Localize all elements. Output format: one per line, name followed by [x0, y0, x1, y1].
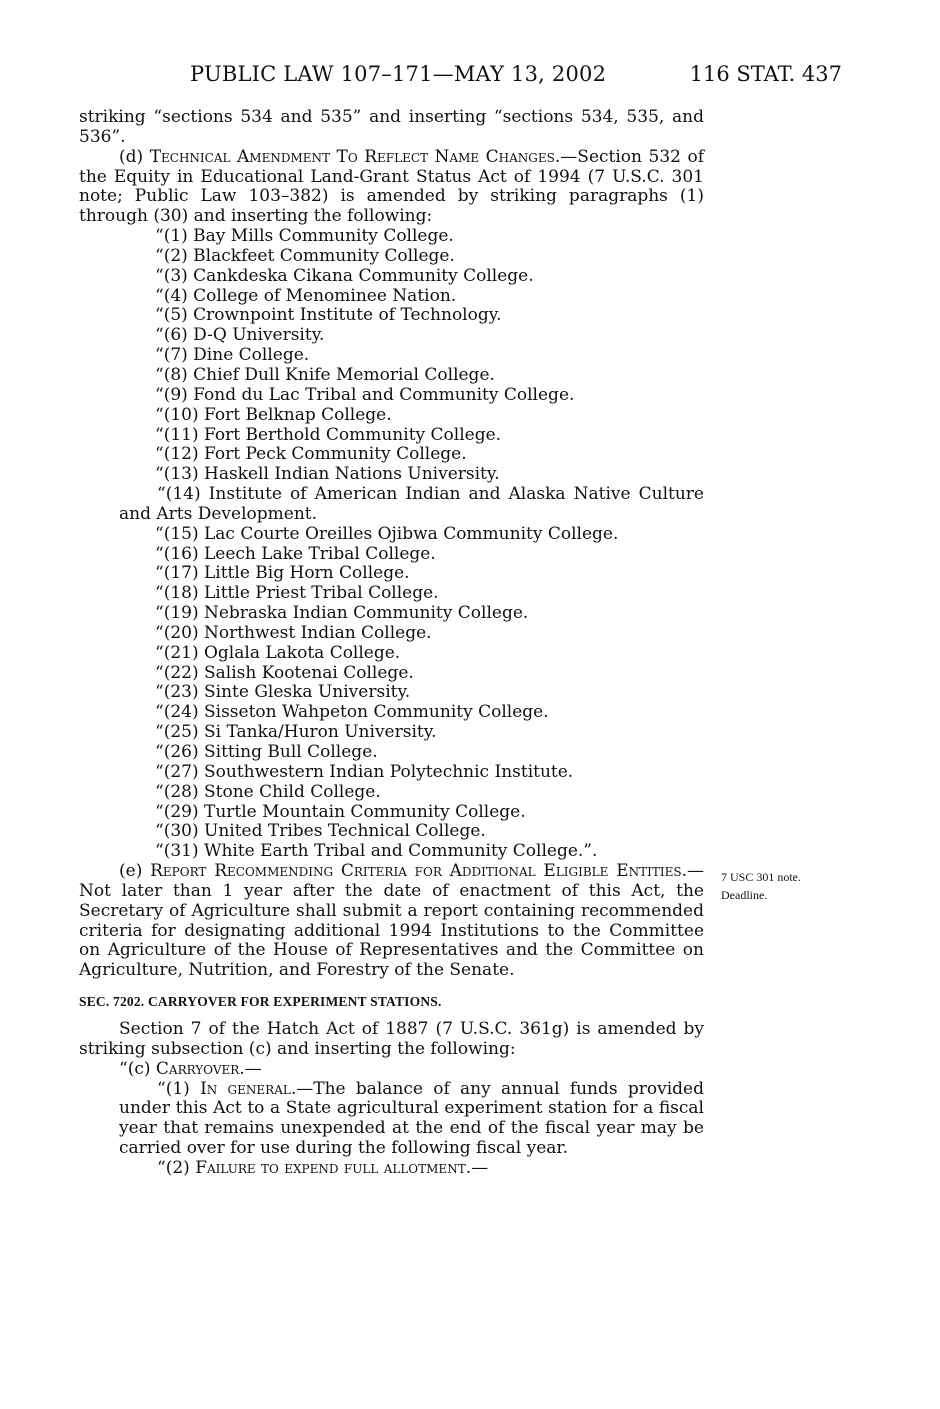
subsection-e-label: (e) [119, 861, 143, 882]
subsection-e-heading: Report Recommending Criteria for Additional Eligible Entities.— [150, 861, 704, 882]
college-list-item: “(20) Northwest Indian College. [155, 622, 432, 643]
paragraph-1-heading: In general.— [200, 1078, 314, 1099]
college-list-item: “(9) Fond du Lac Tribal and Community College. [155, 384, 575, 405]
college-list-item: “(18) Little Priest Tribal College. [155, 583, 439, 604]
continuation-paragraph: striking “sections 534 and 535” and inserting “sections 534, 535, and 536”. [79, 107, 704, 147]
quoted-paragraphs [79, 1080, 704, 1179]
college-list-item: “(15) Lac Courte Oreilles Ojibwa Community College. [155, 523, 619, 544]
college-list-item: “(4) College of Menominee Nation. [155, 285, 457, 306]
college-list-item: “(13) Haskell Indian Nations University. [155, 464, 500, 485]
page-citation: 116 STAT. 437 [689, 62, 842, 86]
section-heading: SEC. 7202. CARRYOVER FOR EXPERIMENT STATIONS. [79, 994, 442, 1010]
college-list-item: “(16) Leech Lake Tribal College. [155, 543, 436, 564]
college-list-item: “(31) White Earth Tribal and Community College.”. [155, 841, 598, 862]
margin-note-deadline: Deadline. [721, 888, 768, 902]
college-list-item: “(19) Nebraska Indian Community College. [155, 603, 529, 624]
subsection-c [79, 1060, 704, 1080]
college-list-item: “(5) Crownpoint Institute of Technology. [155, 305, 502, 326]
college-list-item: “(23) Sinte Gleska University. [155, 682, 411, 703]
college-list-item: “(3) Cankdeska Cikana Community College. [155, 265, 534, 286]
college-list-item: “(2) Blackfeet Community College. [155, 245, 455, 266]
paragraph-2-label: “(2) [157, 1157, 190, 1178]
college-list-item: “(21) Oglala Lakota College. [155, 642, 401, 663]
paragraph-1-text: The balance of any annual funds provided under this Act to a State agricultural experiment station for a fiscal year that remains unexpended at the end of the fiscal year may be carried over for use during the following fiscal year. [119, 1078, 704, 1159]
subsection-c-label: “(c) [119, 1058, 151, 1079]
college-list-item: “(14) Institute of American Indian and Alaska Native Culture and Arts Development. [119, 484, 704, 524]
college-list-item: “(25) Si Tanka/Huron University. [155, 722, 437, 743]
subsection-d [79, 148, 704, 227]
page-header [190, 60, 842, 88]
subsection-d-heading: Technical Amendment To Reflect Name Changes.— [149, 146, 578, 167]
body-text [79, 108, 704, 1179]
paragraph-1-label: “(1) [157, 1078, 190, 1099]
college-list-item: “(27) Southwestern Indian Polytechnic Institute. [155, 761, 574, 782]
college-list-item: “(28) Stone Child College. [155, 781, 381, 802]
paragraph-2 [119, 1159, 704, 1179]
college-list-item: “(11) Fort Berthold Community College. [155, 424, 502, 445]
college-list-item: “(10) Fort Belknap College. [155, 404, 392, 425]
college-list-item: “(17) Little Big Horn College. [155, 563, 410, 584]
college-list [79, 227, 704, 862]
college-list-item: “(6) D-Q University. [155, 325, 325, 346]
subsection-c-heading: Carryover.— [155, 1058, 262, 1079]
running-head-title: PUBLIC LAW 107–171—MAY 13, 2002 [190, 62, 607, 86]
college-list-item: “(22) Salish Kootenai College. [155, 662, 414, 683]
college-list-item: “(1) Bay Mills Community College. [155, 226, 454, 247]
college-list-item: “(26) Sitting Bull College. [155, 742, 378, 762]
college-list-item: “(30) United Tribes Technical College. [155, 821, 486, 842]
subsection-e-text: Not later than 1 year after the date of enactment of this Act, the Secretary of Agriculture shall submit a report containing recommended criteria for designating additional 1994 Institutions to the Committee on Agriculture of the House of Representatives and the Committee on Agriculture, Nutrition, and Forestry of the Senate. [79, 880, 704, 981]
college-list-item: “(12) Fort Peck Community College. [155, 444, 467, 465]
section-intro: Section 7 of the Hatch Act of 1887 (7 U.S.C. 361g) is amended by striking subsection (c) and inserting the following: [79, 1018, 704, 1059]
paragraph-1 [119, 1080, 704, 1159]
margin-notes [721, 868, 841, 904]
college-list-item: “(29) Turtle Mountain Community College. [155, 801, 526, 822]
college-list-item: “(8) Chief Dull Knife Memorial College. [155, 364, 495, 385]
margin-note-usc: 7 USC 301 note. [721, 870, 802, 884]
paragraph-2-heading: Failure to expend full allotment.— [195, 1157, 489, 1178]
college-list-item: “(24) Sisseton Wahpeton Community College. [155, 702, 549, 723]
subsection-d-text: Section 532 of the Equity in Educational Land-Grant Status Act of 1994 (7 U.S.C. 301 note; Public Law 103–382) is amended by striking paragraphs (1) through (30) and inserting the following: [79, 146, 705, 227]
subsection-d-label: (d) [119, 146, 144, 167]
college-list-item: “(7) Dine College. [155, 345, 310, 366]
subsection-e [79, 862, 704, 981]
